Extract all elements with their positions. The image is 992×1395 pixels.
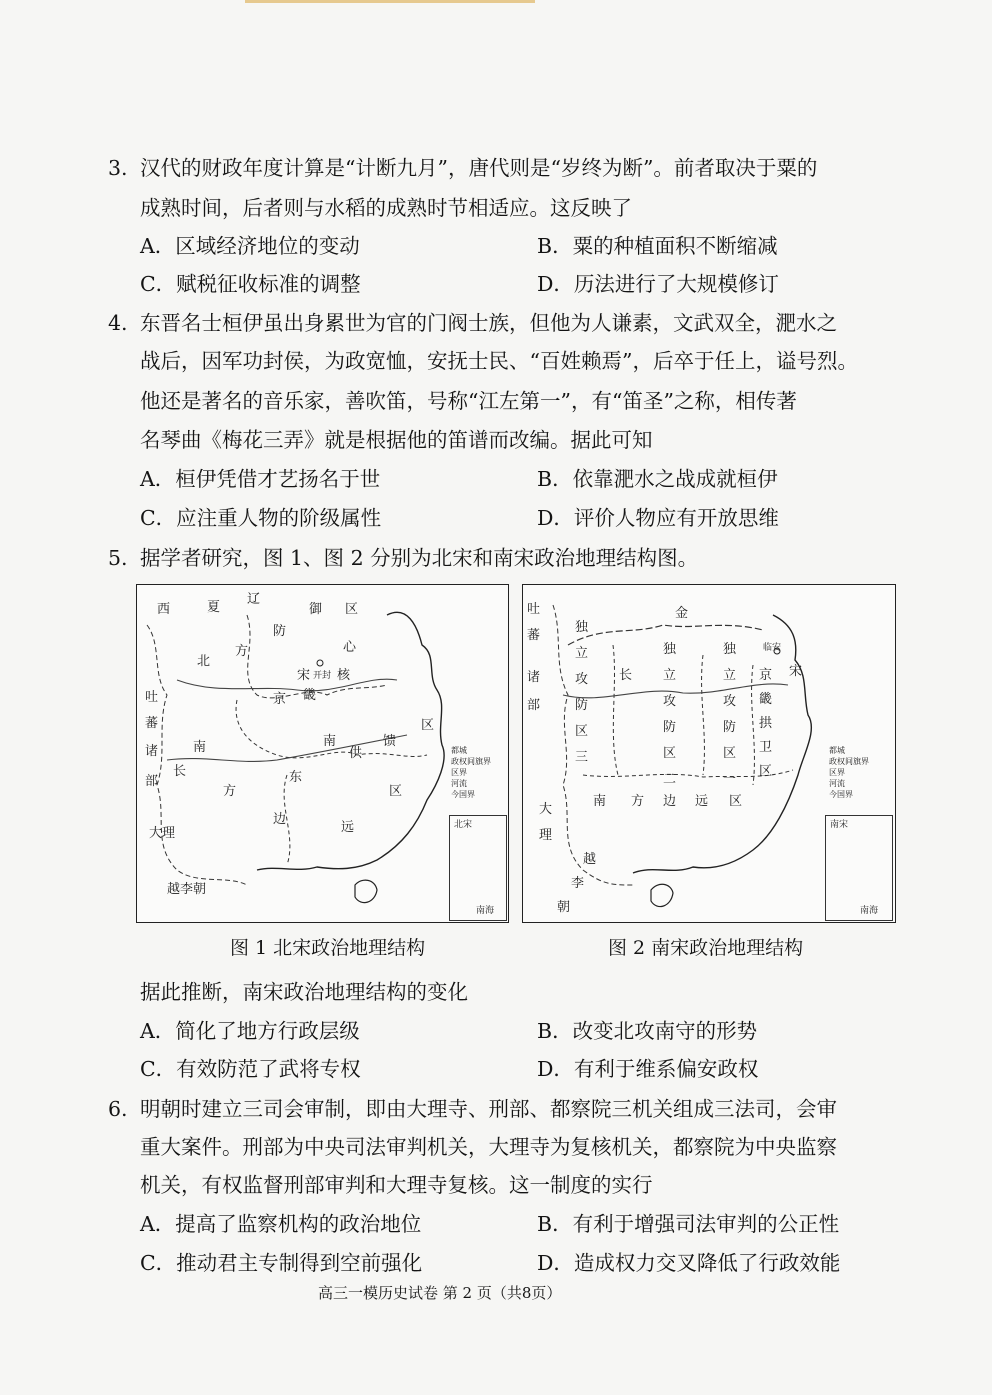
map1-label: 大理 xyxy=(149,826,176,841)
map2-label: 防 xyxy=(663,720,677,735)
map2-label: 边 xyxy=(663,794,677,809)
map2-label: 立 xyxy=(575,646,589,661)
map2-label: 畿 xyxy=(759,692,773,707)
legend-item: 政权间旗界 xyxy=(451,757,491,766)
map2-label: 京 xyxy=(759,668,773,683)
map1-label: 吐 xyxy=(145,690,159,705)
map1-label: 畿 xyxy=(303,688,317,703)
q4-stem-line3: 他还是著名的音乐家，善吹笛，号称“江左第一”，有“笛圣”之称，相传著 xyxy=(140,389,797,413)
q6-number: 6. xyxy=(108,1097,128,1121)
legend-item: 今国界 xyxy=(451,790,475,799)
map2-label: 独 xyxy=(575,620,589,635)
map2-label: 远 xyxy=(695,794,709,809)
map1-label: 长 xyxy=(173,764,187,779)
q3-option-b[interactable]: B．粟的种植面积不断缩减 xyxy=(537,234,778,258)
map1-label: 方 xyxy=(235,644,249,659)
q3-option-a[interactable]: A．区域经济地位的变动 xyxy=(140,234,360,258)
map2-label: 三 xyxy=(575,750,589,765)
map1-label: 防 xyxy=(273,624,287,639)
q4-stem-line1: 东晋名士桓伊虽出身累世为官的门阀士族，但他为人谦素，文武双全，淝水之 xyxy=(140,311,837,335)
map2-inset-sea: 南海 xyxy=(860,906,879,916)
map1-label: 京 xyxy=(273,692,287,707)
map2-caption: 图 2 南宋政治地理结构 xyxy=(608,937,804,959)
q6-option-a[interactable]: A．提高了监察机构的政治地位 xyxy=(140,1212,422,1236)
map1-label: 诸 xyxy=(145,744,159,759)
map1-label: 宋 xyxy=(297,668,311,683)
q6-option-b[interactable]: B．有利于增强司法审判的公正性 xyxy=(537,1212,840,1236)
map1-label: 夏 xyxy=(207,600,221,615)
map2-label-linan: 临安 xyxy=(763,643,782,653)
legend-item: 河流 xyxy=(829,779,845,788)
q3-option-d[interactable]: D．历法进行了大规模修订 xyxy=(537,272,779,296)
map1-label: 区 xyxy=(421,718,435,733)
q6-stem-line1: 明朝时建立三司会审制，即由大理寺、刑部、都察院三机关组成三法司，会审 xyxy=(140,1097,837,1121)
map2-label: 蕃 xyxy=(527,628,541,643)
map2-label: 卫 xyxy=(759,740,773,755)
map2-label: 攻 xyxy=(575,672,589,687)
map2-label: 独 xyxy=(723,642,737,657)
legend-item: 区界 xyxy=(829,768,845,777)
map2-label: 拱 xyxy=(759,716,773,731)
q5-option-c[interactable]: C．有效防范了武将专权 xyxy=(140,1057,361,1081)
legend-item: 区界 xyxy=(451,768,467,777)
map2-inset xyxy=(825,815,893,921)
q6-option-c[interactable]: C．推动君主专制得到空前强化 xyxy=(140,1251,423,1275)
map1-label: 远 xyxy=(341,820,355,835)
map1-label: 供 xyxy=(349,746,363,761)
map1-label: 部 xyxy=(145,774,159,789)
page-footer: 高三一模历史试卷 第 2 页（共8页） xyxy=(318,1284,562,1302)
map1-legend xyxy=(451,745,491,800)
q3-stem-line2: 成熟时间，后者则与水稻的成熟时节相适应。这反映了 xyxy=(140,196,632,220)
q6-option-d[interactable]: D．造成权力交叉降低了行政效能 xyxy=(537,1251,841,1275)
q6-stem-line2: 重大案件。刑部为中央司法审判机关，大理寺为复核机关，都察院为中央监察 xyxy=(140,1135,837,1159)
map1-label: 边 xyxy=(273,812,287,827)
map2-label: 独 xyxy=(663,642,677,657)
top-tape-mark xyxy=(245,0,535,3)
map1-label: 东 xyxy=(289,770,303,785)
map1-label: 核 xyxy=(337,668,351,683)
q3-number: 3. xyxy=(108,156,128,180)
map2-label: 理 xyxy=(539,828,553,843)
map2-label: 防 xyxy=(575,698,589,713)
map1-inset xyxy=(449,815,507,921)
map2-label: 长 xyxy=(619,668,633,683)
map2-label: 诸 xyxy=(527,670,541,685)
map1-label: 北 xyxy=(197,654,211,669)
map2-label: 立 xyxy=(723,668,737,683)
map1-label: 方 xyxy=(223,784,237,799)
map2-label: 防 xyxy=(723,720,737,735)
legend-item: 都城 xyxy=(451,746,467,755)
map1-caption: 图 1 北宋政治地理结构 xyxy=(230,937,426,959)
q4-option-b[interactable]: B．依靠淝水之战成就桓伊 xyxy=(537,467,778,491)
q5-option-d[interactable]: D．有利于维系偏安政权 xyxy=(537,1057,759,1081)
legend-item: 都城 xyxy=(829,746,845,755)
q5-number: 5. xyxy=(108,546,128,570)
map2-label: 南 xyxy=(593,794,607,809)
map1-label: 西 xyxy=(157,602,171,617)
map1-label: 越李朝 xyxy=(167,882,207,897)
map2-label: 区 xyxy=(663,746,677,761)
map1-label: 区 xyxy=(345,602,359,617)
q4-option-d[interactable]: D．评价人物应有开放思维 xyxy=(537,506,779,530)
map1-label: 馈 xyxy=(383,734,397,749)
map2-label: 区 xyxy=(723,746,737,761)
q5-stem-line1: 据学者研究，图 1、图 2 分别为北宋和南宋政治地理结构图。 xyxy=(140,546,699,570)
map2-inset-title: 南宋 xyxy=(830,820,849,830)
map2-label: 李 xyxy=(571,876,585,891)
q4-option-c[interactable]: C．应注重人物的阶级属性 xyxy=(140,506,382,530)
q6-stem-line3: 机关，有权监督刑部审判和大理寺复核。这一制度的实行 xyxy=(140,1173,653,1197)
map1-label: 南 xyxy=(323,734,337,749)
map2-label: 二 xyxy=(663,772,677,787)
map2-label: 吐 xyxy=(527,602,541,617)
q5-option-a[interactable]: A．简化了地方行政层级 xyxy=(140,1019,360,1043)
map-southern-song xyxy=(522,584,896,923)
map-northern-song xyxy=(136,584,509,923)
map1-label: 心 xyxy=(343,640,357,655)
q3-stem-line1: 汉代的财政年度计算是“计断九月”，唐代则是“岁终为断”。前者取决于粟的 xyxy=(140,156,818,180)
q4-stem-line4: 名琴曲《梅花三弄》就是根据他的笛谱而改编。据此可知 xyxy=(140,428,653,452)
map1-label: 御 xyxy=(309,602,323,617)
q5-question: 据此推断，南宋政治地理结构的变化 xyxy=(140,980,468,1004)
map2-label: 立 xyxy=(663,668,677,683)
map2-legend xyxy=(829,745,869,800)
map1-inset-sea: 南海 xyxy=(476,906,495,916)
map2-label: 区 xyxy=(575,724,589,739)
map2-label: 部 xyxy=(527,698,541,713)
map2-label: 越 xyxy=(583,852,597,867)
q5-option-b[interactable]: B．改变北攻南守的形势 xyxy=(537,1019,758,1043)
map1-label: 辽 xyxy=(247,592,261,607)
map1-label: 蕃 xyxy=(145,716,159,731)
map2-label: 攻 xyxy=(723,694,737,709)
legend-item: 河流 xyxy=(451,779,467,788)
map2-label: 一 xyxy=(723,772,737,787)
map2-label: 金 xyxy=(675,606,689,621)
map2-label: 宋 xyxy=(789,664,803,679)
map2-label: 朝 xyxy=(557,900,571,915)
map2-label: 方 xyxy=(631,794,645,809)
q4-option-a[interactable]: A．桓伊凭借才艺扬名于世 xyxy=(140,467,381,491)
map2-label: 区 xyxy=(759,764,773,779)
map1-inset-title: 北宋 xyxy=(454,820,473,830)
map2-label: 区 xyxy=(729,794,743,809)
map2-label: 大 xyxy=(539,802,553,817)
map1-label-kaifeng: 开封 xyxy=(313,671,332,681)
legend-item: 今国界 xyxy=(829,790,853,799)
map1-label: 南 xyxy=(193,740,207,755)
q4-stem-line2: 战后，因军功封侯，为政宽恤，安抚士民、“百姓赖焉”，后卒于任上，谥号烈。 xyxy=(140,349,858,373)
legend-item: 政权间旗界 xyxy=(829,757,869,766)
map1-label: 区 xyxy=(389,784,403,799)
map2-label: 攻 xyxy=(663,694,677,709)
q3-option-c[interactable]: C．赋税征收标准的调整 xyxy=(140,272,361,296)
q4-number: 4. xyxy=(108,311,128,335)
